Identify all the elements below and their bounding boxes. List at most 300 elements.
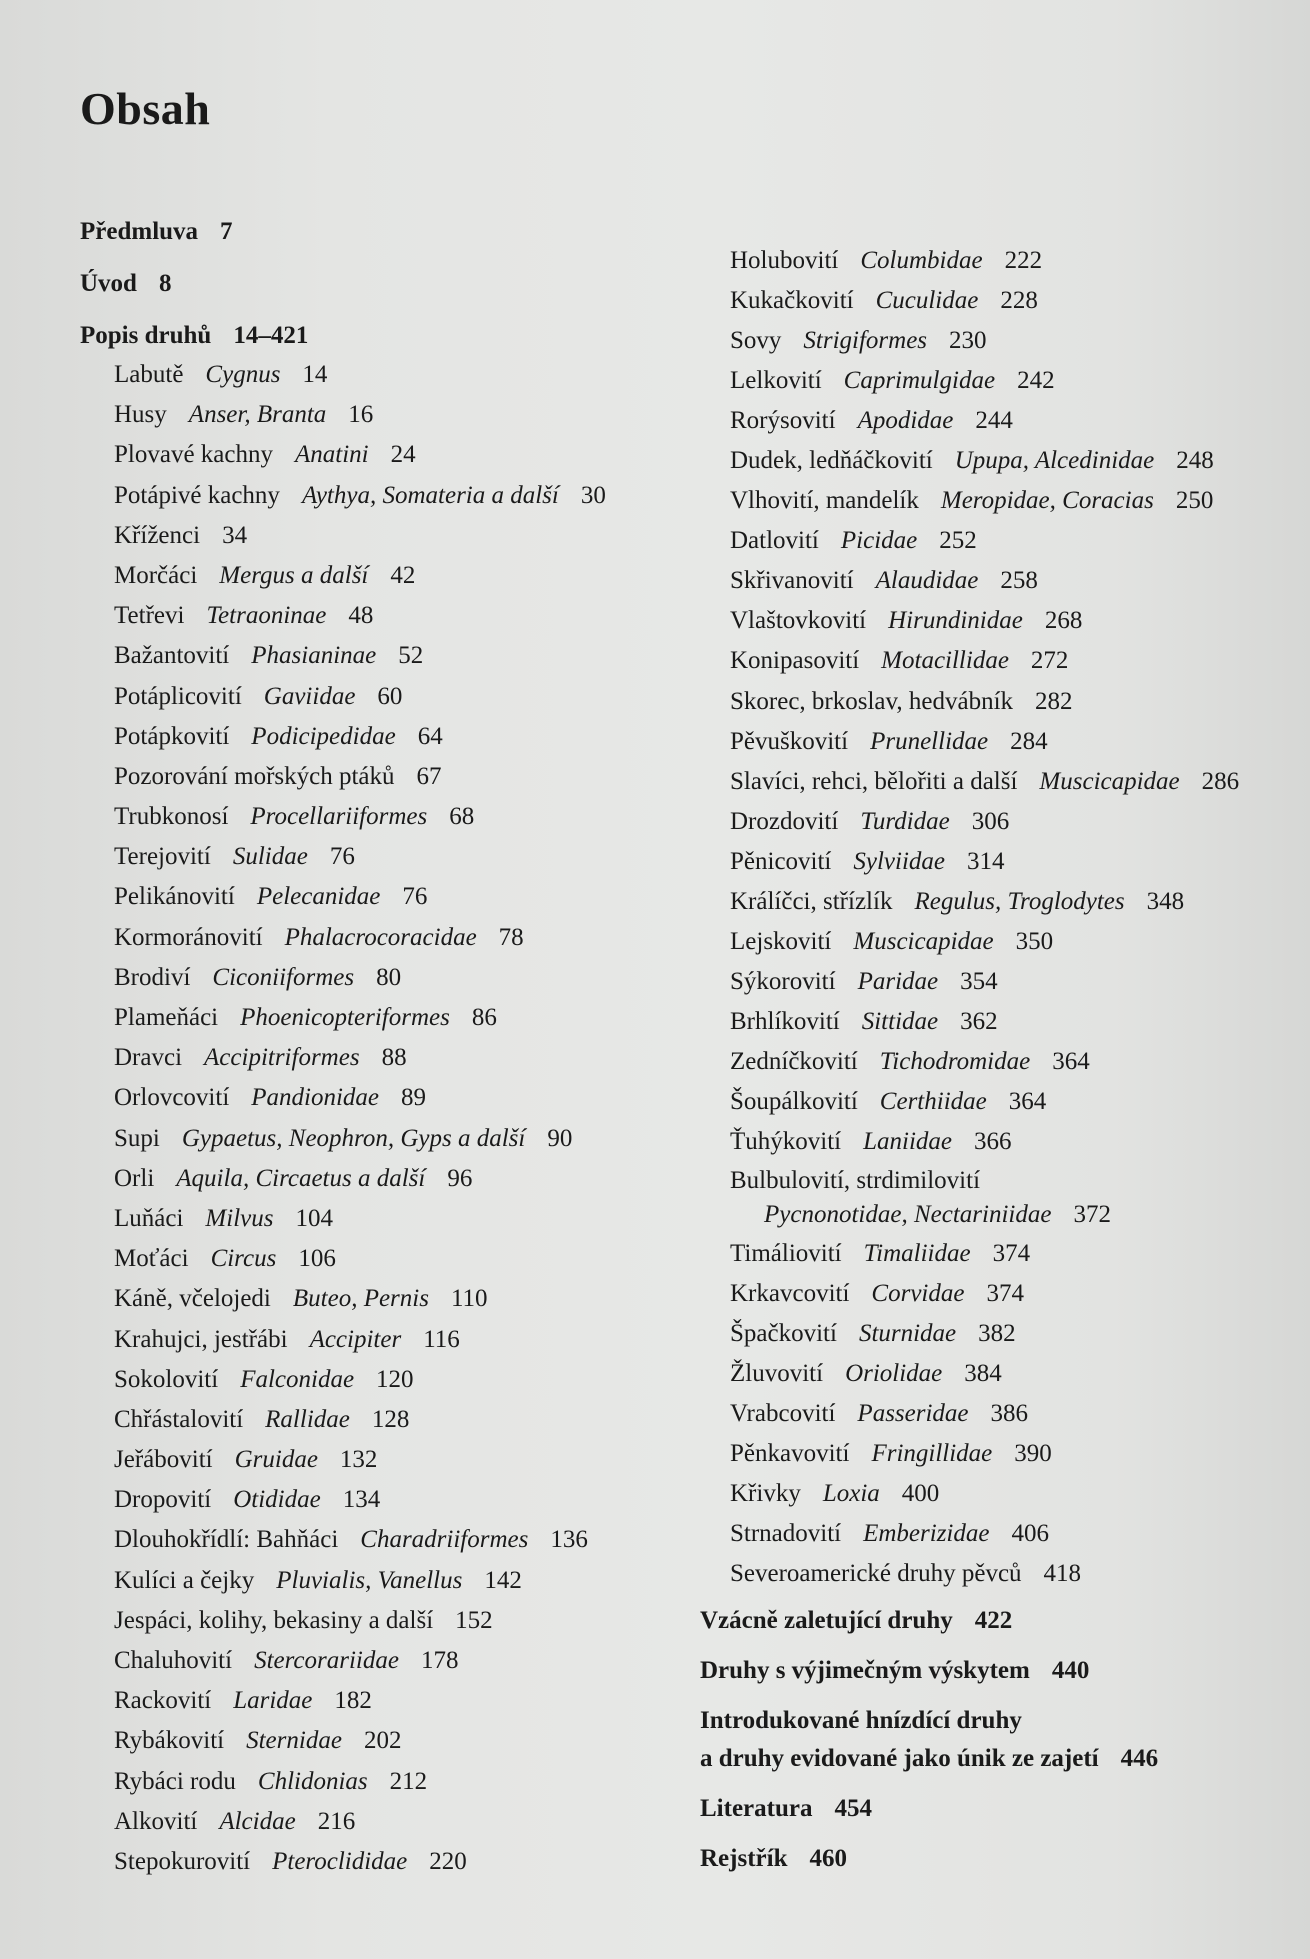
entry-name: Pěnicovití (730, 847, 832, 875)
entry-page: 390 (1014, 1440, 1052, 1468)
entry-latin: Gruidae (234, 1446, 318, 1474)
toc-entry[interactable] (700, 882, 1280, 922)
entry-name: Plameňáci (114, 1004, 219, 1031)
entry-page: 252 (939, 527, 977, 555)
entry-page: 364 (1052, 1047, 1090, 1075)
entry-name: Dravci (114, 1044, 183, 1072)
entry-name: Alkovití (114, 1807, 198, 1835)
entry-latin: Charadriiformes (360, 1526, 529, 1554)
entry-page: 386 (990, 1400, 1029, 1428)
entry-latin: Tetraoninae (206, 602, 327, 630)
entry-page: 67 (416, 762, 442, 790)
toc-entry[interactable] (80, 1842, 640, 1882)
entry-latin: Regulus, Troglodytes (914, 887, 1125, 915)
entry-page: 42 (390, 561, 416, 589)
entry-name: Konipasovití (730, 647, 860, 675)
entry-latin: Rallidae (265, 1405, 350, 1433)
entry-name: Severoamerické druhy pěvců (730, 1560, 1022, 1588)
toc-entry[interactable] (700, 1354, 1280, 1394)
toc-entry[interactable] (80, 958, 640, 998)
toc-entry[interactable] (700, 1234, 1280, 1274)
toc-entry[interactable] (700, 521, 1280, 561)
entry-page: 104 (295, 1204, 333, 1232)
entry-page: 24 (390, 441, 416, 469)
entry-page: 248 (1176, 447, 1214, 475)
entry-page: 16 (348, 401, 374, 429)
toc-entry[interactable] (80, 1762, 640, 1802)
toc-section[interactable] (80, 213, 640, 251)
entry-latin: Falconidae (240, 1365, 355, 1393)
toc-entry[interactable] (700, 1122, 1280, 1162)
entry-name: Chaluhovití (114, 1647, 233, 1674)
toc-section[interactable] (80, 317, 640, 355)
entry-latin: Accipiter (309, 1325, 402, 1353)
toc-entry[interactable] (80, 476, 640, 516)
entry-name: Potáplicovití (114, 682, 242, 710)
toc-entry[interactable] (80, 355, 640, 395)
toc-entry[interactable] (80, 1721, 640, 1761)
entry-page: 14 (302, 361, 328, 388)
entry-name: Lelkovití (730, 367, 822, 395)
entry-page: 64 (417, 722, 443, 750)
entry-page: 250 (1175, 487, 1214, 515)
entry-page: 220 (429, 1847, 467, 1875)
entry-page: 286 (1201, 767, 1240, 795)
entry-page: 90 (547, 1124, 573, 1152)
toc-entry[interactable] (700, 281, 1280, 321)
toc-section[interactable] (700, 1702, 1280, 1778)
toc-entry[interactable] (80, 516, 640, 556)
entry-latin: Cuculidae (875, 287, 979, 315)
entry-latin: Muscicapidae (1039, 767, 1180, 795)
entry-page: 284 (1010, 727, 1048, 755)
toc-left-items (80, 355, 640, 1882)
entry-page: 68 (449, 803, 475, 831)
entry-latin: Chlidonias (257, 1767, 368, 1795)
toc-entry[interactable] (80, 1520, 640, 1560)
toc-entry[interactable] (80, 1239, 640, 1279)
entry-latin: Certhiidae (879, 1087, 987, 1115)
entry-latin: Upupa, Alcedinidae (954, 447, 1155, 475)
toc-entry[interactable] (80, 636, 640, 676)
entry-name: Stepokurovití (114, 1847, 251, 1875)
entry-page: 268 (1044, 607, 1083, 635)
entry-name: Vlaštovkovití (730, 607, 867, 635)
entry-latin: Sternidae (246, 1727, 342, 1755)
toc-entry[interactable] (80, 1802, 640, 1842)
entry-page: 374 (986, 1280, 1024, 1308)
entry-page: 406 (1011, 1520, 1049, 1548)
entry-page: 272 (1030, 647, 1069, 675)
entry-page: 212 (389, 1767, 428, 1795)
entry-page: 86 (471, 1004, 497, 1031)
entry-name: Skřivanovití (730, 567, 854, 595)
entry-name: Rackovití (114, 1687, 212, 1715)
entry-name: Trubkonosí (114, 803, 229, 831)
entry-latin: Anser, Branta (188, 401, 327, 429)
section-label: Vzácně zaletující druhy (700, 1607, 953, 1634)
toc-entry[interactable] (80, 918, 640, 958)
section-page: 422 (974, 1607, 1013, 1634)
entry-name: Potápkovití (114, 722, 230, 750)
entry-page: 230 (949, 327, 987, 355)
entry-page: 136 (550, 1526, 588, 1554)
toc-entry[interactable] (80, 1360, 640, 1400)
entry-name: Luňáci (114, 1204, 184, 1232)
toc-entry[interactable] (80, 677, 640, 717)
entry-page: 202 (363, 1727, 402, 1755)
entry-name: Pozorování mořských ptáků (114, 762, 395, 790)
entry-page: 88 (381, 1044, 407, 1072)
entry-name: Kulíci a čejky (114, 1566, 255, 1594)
entry-latin: Prunellidae (870, 727, 989, 755)
entry-latin: Picidae (840, 527, 918, 555)
entry-page: 134 (342, 1486, 381, 1514)
entry-name: Zedníčkovití (730, 1047, 858, 1075)
toc-entry[interactable] (700, 962, 1280, 1002)
entry-page: 244 (975, 407, 1013, 435)
entry-latin: Paridae (857, 967, 939, 995)
entry-name: Dlouhokřídlí: Bahňáci (114, 1526, 339, 1554)
entry-page: 382 (978, 1320, 1016, 1348)
entry-name: Krkavcovití (730, 1280, 850, 1308)
entry-latin: Buteo, Pernis (292, 1285, 429, 1313)
toc-entry[interactable] (80, 1641, 640, 1681)
entry-latin: Pluvialis, Vanellus (276, 1566, 463, 1594)
entry-page: 128 (371, 1405, 410, 1433)
entry-name: Krahujci, jestřábi (114, 1325, 288, 1353)
toc-entry[interactable] (700, 321, 1280, 361)
section-label: Introdukované hnízdící druhy (700, 1707, 1022, 1734)
entry-page: 182 (334, 1687, 372, 1715)
entry-page: 258 (1000, 567, 1038, 595)
toc-entry[interactable] (80, 998, 640, 1038)
section-label: Rejstřík (700, 1845, 788, 1872)
entry-name: Labutě (114, 361, 184, 388)
toc-entry[interactable] (80, 1601, 640, 1641)
entry-name: Supi (114, 1124, 160, 1152)
entry-name: Brhlíkovití (730, 1007, 840, 1035)
section-page: 446 (1120, 1745, 1159, 1772)
entry-name: Sýkorovití (730, 967, 836, 995)
toc-right-items (700, 241, 1280, 1162)
entry-page: 120 (376, 1365, 414, 1393)
entry-name: Holubovití (730, 247, 839, 274)
entry-latin: Sturnidae (858, 1320, 957, 1348)
entry-latin: Anatini (294, 441, 369, 469)
section-page: 454 (834, 1795, 872, 1822)
toc-section[interactable] (80, 265, 640, 303)
entry-page: 242 (1017, 367, 1055, 395)
entry-page: 52 (398, 642, 424, 670)
toc-right-items-continued (700, 1234, 1280, 1594)
page-title: Obsah (80, 83, 211, 134)
entry-name: Špačkovití (730, 1320, 837, 1348)
entry-name: Tetřevi (114, 602, 185, 630)
toc-entry[interactable] (80, 435, 640, 475)
toc-entry[interactable] (700, 762, 1280, 802)
entry-name: Vrabcovití (730, 1400, 836, 1428)
entry-name: Chřástalovití (114, 1405, 244, 1433)
toc-entry[interactable] (700, 1314, 1280, 1354)
entry-name: Strnadovití (730, 1520, 842, 1548)
section-page: 14–421 (233, 322, 309, 349)
section-page: 460 (809, 1845, 847, 1872)
entry-page: 372 (1073, 1201, 1111, 1229)
section-page: 7 (220, 218, 233, 245)
entry-name: Šoupálkovití (730, 1087, 858, 1115)
entry-name: Ťuhýkovití (730, 1128, 842, 1156)
toc-entry[interactable] (700, 241, 1280, 281)
toc-entry[interactable] (700, 1394, 1280, 1434)
entry-latin: Laridae (233, 1687, 313, 1715)
toc-entry[interactable] (80, 757, 640, 797)
entry-page: 106 (298, 1245, 336, 1273)
entry-name: Brodiví (114, 963, 191, 991)
toc-entry[interactable] (80, 1561, 640, 1601)
entry-name: Moťáci (114, 1245, 189, 1273)
toc-entry[interactable] (80, 1199, 640, 1239)
toc-entry[interactable] (80, 1119, 640, 1159)
entry-latin: Timaliidae (863, 1240, 971, 1268)
entry-latin: Aythya, Somateria a další (301, 481, 559, 509)
entry-latin: Mergus a další (219, 561, 369, 589)
entry-name: Žluvovití (730, 1360, 824, 1388)
entry-page: 222 (1004, 247, 1043, 274)
toc-entry[interactable] (700, 481, 1280, 521)
entry-name: Pelikánovití (114, 883, 235, 911)
toc-right-column (700, 241, 1280, 1595)
entry-latin: Turdidae (860, 807, 950, 835)
section-label: Úvod (80, 270, 137, 297)
toc-section[interactable] (700, 1602, 1280, 1640)
entry-name: Skorec, brkoslav, hedvábník (730, 687, 1014, 715)
toc-entry[interactable] (80, 1159, 640, 1199)
entry-page: 48 (348, 602, 374, 630)
toc-entry[interactable] (80, 717, 640, 757)
entry-latin: Cygnus (205, 361, 281, 388)
entry-latin: Sylviidae (853, 847, 946, 875)
toc-entry[interactable] (700, 1042, 1280, 1082)
entry-latin: Phalacrocoracidae (284, 923, 477, 951)
entry-name: Sovy (730, 327, 782, 355)
toc-entry[interactable] (80, 837, 640, 877)
entry-name: Káně, včelojedi (114, 1285, 271, 1313)
toc-section[interactable] (700, 1790, 1280, 1828)
toc-entry[interactable] (80, 877, 640, 917)
entry-name: Kukačkovití (730, 287, 854, 315)
entry-latin: Sulidae (232, 843, 308, 871)
entry-latin: Passeridae (857, 1400, 969, 1428)
entry-page: 418 (1043, 1560, 1082, 1588)
toc-entry[interactable] (80, 1320, 640, 1360)
entry-page: 366 (974, 1128, 1012, 1156)
toc-entry[interactable] (80, 1681, 640, 1721)
entry-name: Drozdovití (730, 807, 839, 835)
toc-entry[interactable] (80, 556, 640, 596)
entry-latin: Meropidae, Coracias (940, 487, 1154, 515)
toc-left-column (80, 213, 640, 1882)
entry-page: 374 (992, 1240, 1031, 1268)
toc-entry[interactable] (700, 802, 1280, 842)
entry-name: Potápivé kachny (114, 481, 280, 509)
toc-entry[interactable] (700, 1514, 1280, 1554)
section-page: 8 (158, 270, 172, 297)
toc-entry[interactable] (700, 561, 1280, 601)
entry-page: 76 (402, 883, 428, 911)
entry-page: 348 (1146, 887, 1185, 915)
entry-latin: Milvus (205, 1204, 274, 1232)
entry-name: Dudek, ledňáčkovití (730, 447, 933, 475)
entry-page: 34 (222, 521, 248, 549)
entry-name: Morčáci (114, 561, 198, 589)
entry-latin: Oriolidae (845, 1360, 943, 1388)
entry-name: Lejskovití (730, 927, 832, 955)
entry-latin: Caprimulgidae (843, 367, 996, 395)
entry-name: Pěnkavovití (730, 1440, 850, 1468)
toc-entry[interactable] (700, 1274, 1280, 1314)
entry-page: 400 (901, 1480, 940, 1508)
entry-page: 354 (960, 967, 998, 995)
toc-entry[interactable] (700, 922, 1280, 962)
toc-entry[interactable] (700, 682, 1280, 722)
entry-page: 350 (1015, 927, 1054, 955)
entry-latin: Otididae (233, 1486, 321, 1514)
entry-page: 178 (420, 1647, 459, 1674)
entry-name: Sokolovití (114, 1365, 219, 1393)
toc-entry[interactable] (700, 601, 1280, 641)
entry-name: Křivky (730, 1480, 801, 1508)
entry-page: 142 (484, 1566, 522, 1594)
entry-latin: Muscicapidae (853, 927, 994, 955)
toc-entry[interactable] (700, 1554, 1280, 1594)
entry-latin: Pelecanidae (256, 883, 381, 911)
entry-latin: Loxia (822, 1480, 880, 1508)
toc-entry[interactable] (700, 842, 1280, 882)
toc-back-matter (700, 1602, 1280, 1890)
entry-page: 80 (376, 963, 402, 991)
toc-section[interactable] (700, 1840, 1280, 1878)
entry-name: Vlhovití, mandelík (730, 487, 919, 515)
entry-latin: Fringillidae (871, 1440, 993, 1468)
entry-name: Rybáci rodu (114, 1767, 236, 1795)
toc-entry[interactable] (700, 1082, 1280, 1122)
entry-name: Husy (114, 401, 167, 429)
entry-latin: Tichodromidae (879, 1047, 1031, 1075)
entry-latin: Pycnonotidae, Nectariniidae (764, 1201, 1052, 1229)
section-label-continued: a druhy evidované jako únik ze zajetí (700, 1745, 1099, 1772)
toc-entry[interactable] (700, 401, 1280, 441)
entry-latin: Alcidae (219, 1807, 296, 1835)
entry-latin: Podicipedidae (251, 722, 396, 750)
entry-name: Timáliovití (730, 1240, 842, 1268)
toc-entry[interactable] (80, 1078, 640, 1118)
toc-entry[interactable] (700, 361, 1280, 401)
entry-latin: Procellariiformes (250, 803, 428, 831)
entry-latin: Hirundinidae (888, 607, 1023, 635)
entry-page: 132 (339, 1446, 378, 1474)
entry-name: Bažantovití (114, 642, 230, 670)
section-label: Popis druhů (80, 322, 212, 349)
entry-latin: Corvidae (871, 1280, 965, 1308)
entry-name: Dropovití (114, 1486, 212, 1514)
toc-entry-wrapped[interactable] (700, 1162, 1280, 1234)
entry-name: Orli (114, 1164, 155, 1192)
section-label: Druhy s výjimečným výskytem (700, 1657, 1030, 1684)
entry-page: 96 (447, 1164, 473, 1192)
toc-section[interactable] (700, 1652, 1280, 1690)
entry-page: 282 (1035, 687, 1073, 715)
entry-page: 152 (455, 1606, 493, 1634)
entry-page: 89 (401, 1084, 427, 1112)
entry-name: Datlovití (730, 527, 819, 555)
section-label: Literatura (700, 1795, 813, 1822)
entry-latin: Apodidae (857, 407, 954, 435)
entry-page: 116 (423, 1325, 460, 1353)
entry-name: Kormoránovití (114, 923, 263, 951)
toc-entry[interactable] (80, 1440, 640, 1480)
entry-name: Plovavé kachny (114, 441, 273, 469)
entry-page: 362 (960, 1007, 998, 1035)
entry-latin: Laniidae (863, 1128, 953, 1156)
entry-name: Rybákovití (114, 1727, 225, 1755)
entry-name: Terejovití (114, 843, 211, 871)
entry-page: 364 (1008, 1087, 1047, 1115)
entry-page: 110 (450, 1285, 488, 1313)
entry-page: 60 (377, 682, 403, 710)
toc-entry[interactable] (700, 722, 1280, 762)
section-page: 440 (1051, 1657, 1090, 1684)
section-label: Předmluva (80, 218, 199, 245)
entry-latin: Circus (210, 1245, 277, 1273)
toc-entry[interactable] (80, 1480, 640, 1520)
entry-name: Orlovcovití (114, 1084, 230, 1112)
entry-name: Kříženci (114, 521, 201, 549)
toc-entry[interactable] (80, 1400, 640, 1440)
entry-page: 216 (317, 1807, 356, 1835)
entry-latin: Phasianinae (251, 642, 377, 670)
entry-latin: Strigiformes (803, 327, 928, 355)
entry-latin: Ciconiiformes (212, 963, 355, 991)
entry-page: 314 (967, 847, 1005, 875)
toc-entry[interactable] (80, 596, 640, 636)
entry-latin: Gaviidae (263, 682, 356, 710)
toc-entry[interactable] (700, 641, 1280, 681)
toc-entry[interactable] (700, 441, 1280, 481)
entry-latin: Gypaetus, Neophron, Gyps a další (181, 1124, 526, 1152)
entry-name: Králíčci, střízlík (730, 887, 893, 915)
entry-latin: Sittidae (861, 1007, 939, 1035)
toc-entry[interactable] (700, 1434, 1280, 1474)
entry-latin: Pandionidae (251, 1084, 380, 1112)
toc-entry[interactable] (700, 1474, 1280, 1514)
toc-entry[interactable] (700, 1002, 1280, 1042)
toc-entry[interactable] (80, 797, 640, 837)
entry-page: 78 (498, 923, 524, 951)
entry-latin: Stercorariidae (254, 1647, 399, 1674)
entry-latin: Alaudidae (875, 567, 979, 595)
entry-name: Slavíci, rehci, bělořiti a další (730, 767, 1018, 795)
entry-latin: Motacillidae (881, 647, 1009, 675)
entry-name: Jeřábovití (114, 1446, 213, 1474)
toc-entry[interactable] (80, 395, 640, 435)
toc-entry[interactable] (80, 1038, 640, 1078)
entry-latin: Columbidae (860, 247, 983, 274)
entry-name: Rorýsovití (730, 407, 836, 435)
entry-page: 30 (580, 481, 606, 509)
toc-entry[interactable] (80, 1279, 640, 1319)
entry-latin: Accipitriformes (204, 1044, 360, 1072)
